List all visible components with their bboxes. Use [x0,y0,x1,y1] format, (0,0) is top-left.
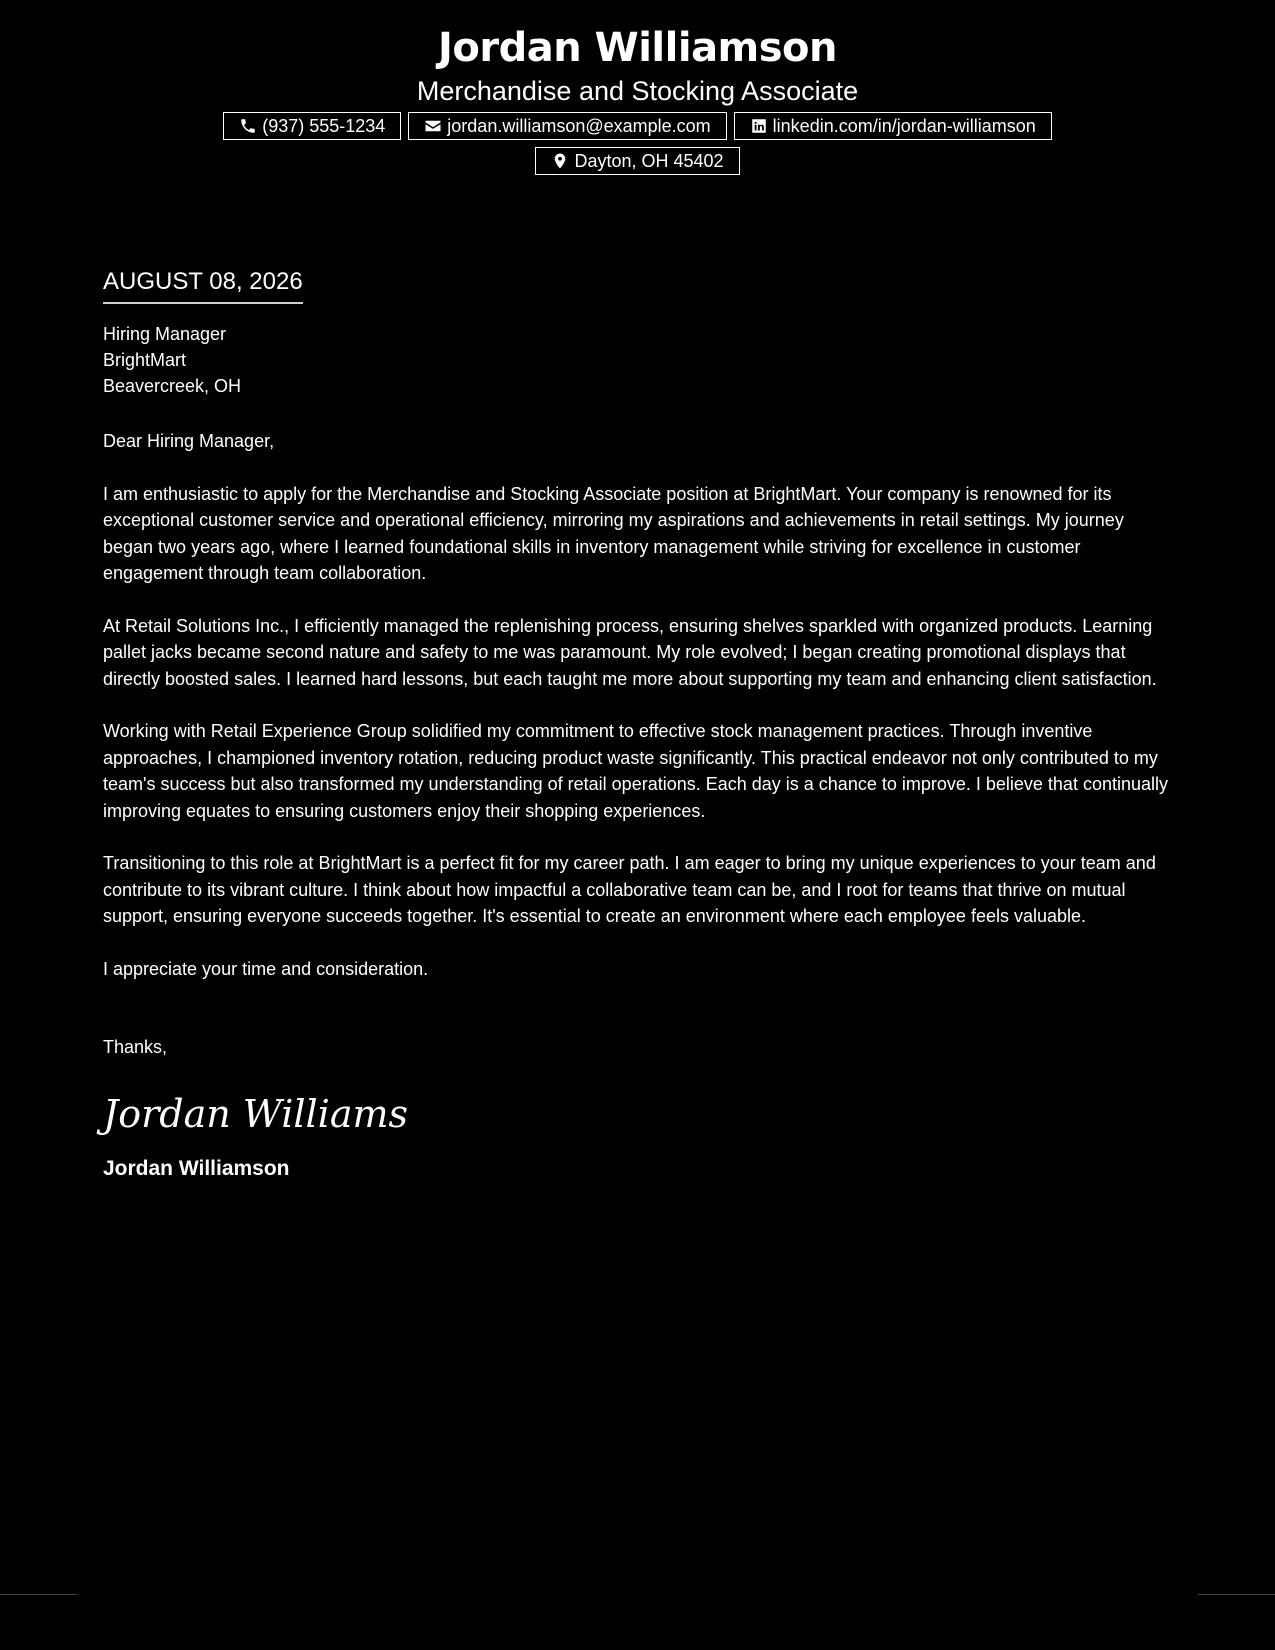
signature-text: Jordan Williams [103,1091,409,1136]
signer-name: Jordan Williamson [103,1156,290,1180]
contact-location [535,147,739,175]
body-paragraph: I am enthusiastic to apply for the Merchandise and Stocking Associate position at BrightMart. Your company is renowned for its exceptional customer service and operational efficiency, mirroring my aspirations and achievements in retail settings. My journey began two years ago, where I learned foundational skills in inventory management while striving for excellence in customer engagement through team collaboration. [103,483,1124,583]
recipient-line: Hiring Manager [103,324,227,344]
signoff: Thanks, [103,1037,168,1057]
signature-image [103,1083,409,1139]
salutation: Dear Hiring Manager, [103,431,275,451]
contact-location-text: Dayton, OH 45402 [574,150,724,171]
body-paragraph: Transitioning to this role at BrightMart is a perfect fit for my career path. I am eager to bring my unique experiences to your team and contribute to its vibrant culture. I think about how impactful a collaborative team can be, and I root for teams that thrive on mutual support, ensuring everyone succeeds together. It's essential to create an environment where each employee feels valuable. [103,853,1156,926]
recipient-block [103,321,1173,399]
recipient-line: Beavercreek, OH [103,376,242,396]
closing-line: I appreciate your time and consideration. [103,958,429,979]
contact-email[interactable] [408,112,726,140]
map-marker-icon [551,152,569,170]
contact-phone[interactable] [223,112,401,140]
letter-date: AUGUST 08, 2026 [103,266,303,304]
contact-phone-text: (937) 555-1234 [262,115,386,136]
footer-rule-right [1198,1594,1275,1595]
applicant-title: Merchandise and Stocking Associate [416,76,859,106]
phone-icon [239,117,257,135]
body-paragraph: Working with Retail Experience Group solidified my commitment to effective stock management practices. Through inventive approaches, I championed inventory rotation, reducing product waste significantly. This practical endeavor not only contributed to my team's success but also transformed my understanding of retail operations. Each day is a chance to improve. I believe that continually improving equates to ensuring customers enjoy their shopping experiences. [103,721,1168,821]
contact-linkedin[interactable] [734,112,1052,140]
letter-header [0,22,1275,175]
linkedin-icon [750,117,768,135]
applicant-name: Jordan Williamson [437,25,838,71]
contact-linkedin-text: linkedin.com/in/jordan-williamson [772,115,1036,136]
recipient-line: BrightMart [103,350,187,370]
footer-rule-left [0,1594,77,1595]
contact-bar [198,112,1078,175]
body-paragraph: At Retail Solutions Inc., I efficiently managed the replenishing process, ensuring shelves sparkled with organized products. Learning pallet jacks became second nature and safety to me was paramount. My role evolved; I began creating promotional displays that directly boosted sales. I learned hard lessons, but each taught me more about supporting my team and enhancing client satisfaction. [103,615,1157,689]
contact-email-text: jordan.williamson@example.com [447,115,711,136]
envelope-icon [424,117,442,135]
letter-body [103,266,1173,1183]
